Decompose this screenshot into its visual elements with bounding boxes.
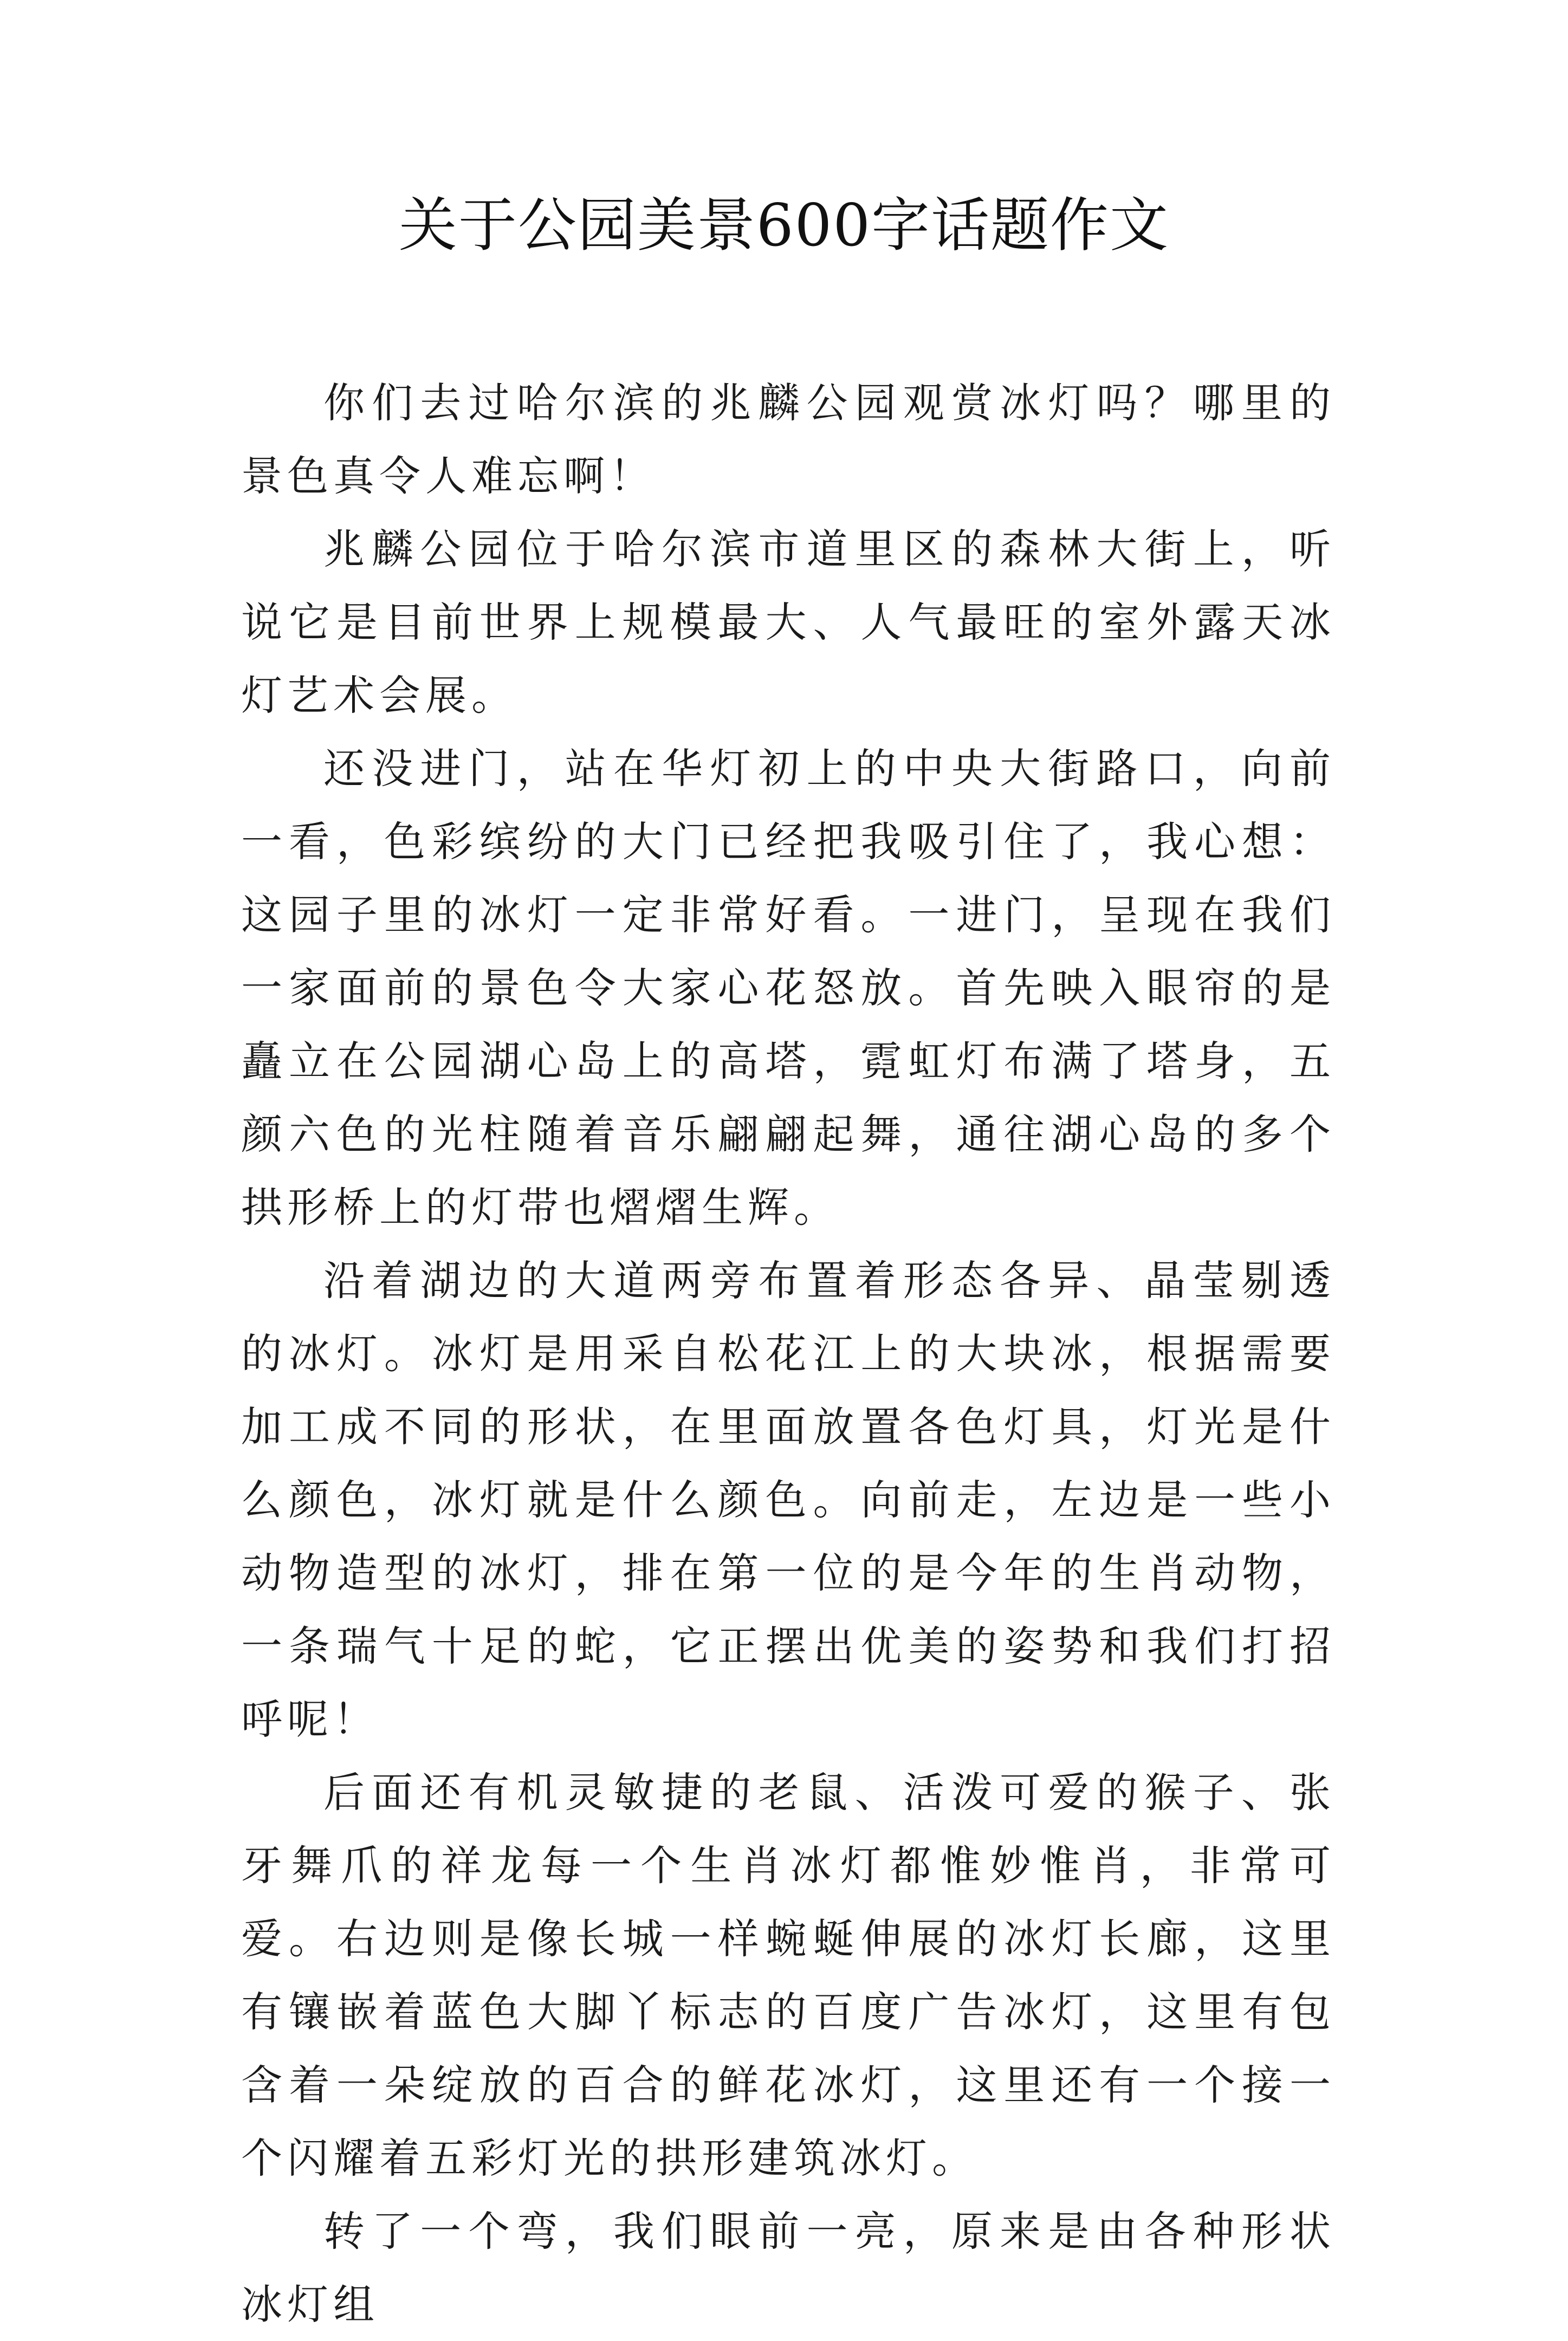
document-title: 关于公园美景600字话题作文	[398, 192, 1170, 260]
paragraph: 你们去过哈尔滨的兆麟公园观赏冰灯吗？哪里的景色真令人难忘啊！	[241, 379, 1336, 500]
paragraph: 后面还有机灵敏捷的老鼠、活泼可爱的猴子、张牙舞爪的祥龙每一个生肖冰灯都惟妙惟肖，非常可爱。右边则是像长城一样蜿蜒伸展的冰灯长廊，这里有镶嵌着蓝色大脚丫标志的百度广告冰灯，这里有包含着一朵绽放的百合的鲜花冰灯，这里还有一个接一个闪耀着五彩灯光的拱形建筑冰灯。	[241, 1768, 1336, 2182]
paragraph: 还没进门，站在华灯初上的中央大街路口，向前一看，色彩缤纷的大门已经把我吸引住了，我心想：这园子里的冰灯一定非常好看。一进门，呈现在我们一家面前的景色令大家心花怒放。首先映入眼帘的是矗立在公园湖心岛上的高塔，霓虹灯布满了塔身，五颜六色的光柱随着音乐翩翩起舞，通往湖心岛的多个拱形桥上的灯带也熠熠生辉。	[241, 744, 1336, 1231]
paragraph: 沿着湖边的大道两旁布置着形态各异、晶莹剔透的冰灯。冰灯是用采自松花江上的大块冰，根据需要加工成不同的形状，在里面放置各色灯具，灯光是什么颜色，冰灯就是什么颜色。向前走，左边是一些小动物造型的冰灯，排在第一位的是今年的生肖动物，一条瑞气十足的蛇，它正摆出优美的姿势和我们打招呼呢！	[241, 1256, 1336, 1743]
document-body	[241, 366, 1336, 2341]
paragraph: 兆麟公园位于哈尔滨市道里区的森林大街上，听说它是目前世界上规模最大、人气最旺的室外露天冰灯艺术会展。	[241, 525, 1336, 719]
paragraph: 转了一个弯，我们眼前一亮，原来是由各种形状冰灯组	[241, 2207, 1336, 2329]
